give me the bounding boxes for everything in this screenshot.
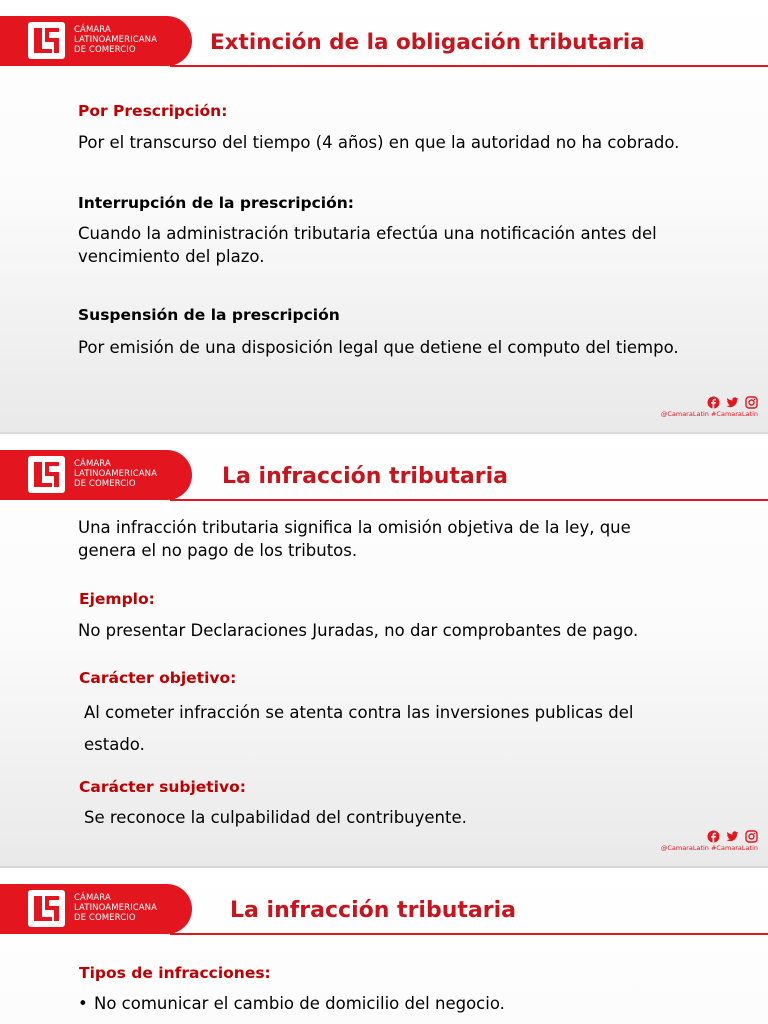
org-name-line3: DE COMERCIO bbox=[74, 45, 136, 55]
org-name bbox=[74, 25, 157, 55]
section-text-suspension: Por emisión de una disposición legal que detiene el computo del tiempo. bbox=[78, 338, 679, 357]
section-heading-interrupcion: Interrupción de la prescripción: bbox=[78, 194, 354, 212]
section-heading-tipos: Tipos de infracciones: bbox=[79, 964, 271, 982]
section-heading-subjetivo: Carácter subjetivo: bbox=[79, 778, 246, 796]
section-heading-objetivo: Carácter objetivo: bbox=[79, 669, 237, 687]
instagram-icon bbox=[745, 394, 758, 407]
org-logo-icon bbox=[28, 22, 65, 59]
social-footer bbox=[648, 828, 758, 858]
list-item: No comunicar el cambio de domicilio del negocio. bbox=[94, 994, 505, 1013]
section-heading-ejemplo: Ejemplo: bbox=[79, 590, 155, 608]
org-name bbox=[74, 459, 157, 489]
header-divider bbox=[170, 65, 768, 67]
org-logo-icon bbox=[28, 890, 65, 927]
facebook-icon bbox=[707, 394, 720, 407]
org-name-line1: CÁMARA bbox=[74, 459, 111, 469]
org-name-line3: DE COMERCIO bbox=[74, 913, 136, 923]
social-handles: @CamaraLatin #CamaraLatin bbox=[660, 410, 758, 418]
slide-header bbox=[0, 434, 768, 504]
org-name bbox=[74, 893, 157, 923]
section-heading-prescripcion: Por Prescripción: bbox=[78, 102, 228, 120]
instagram-icon bbox=[745, 828, 758, 841]
social-handles: @CamaraLatin #CamaraLatin bbox=[660, 844, 758, 852]
intro-text: Una infracción tributaria significa la omisión objetiva de la ley, que genera el no pago de los tributos. bbox=[78, 518, 631, 560]
facebook-icon bbox=[707, 828, 720, 841]
slide-extincion bbox=[0, 0, 768, 432]
slide-header bbox=[0, 868, 768, 938]
twitter-icon bbox=[726, 828, 739, 841]
section-text-prescripcion: Por el transcurso del tiempo (4 años) en que la autoridad no ha cobrado. bbox=[78, 133, 680, 152]
twitter-icon bbox=[726, 394, 739, 407]
org-name-line2: LATINOAMERICANA bbox=[74, 469, 158, 479]
header-divider bbox=[170, 499, 768, 501]
slide-header bbox=[0, 0, 768, 70]
section-heading-suspension: Suspensión de la prescripción bbox=[78, 306, 340, 324]
slide-title: Extinción de la obligación tributaria bbox=[210, 30, 645, 55]
slide-infraccion bbox=[0, 434, 768, 866]
org-name-line1: CÁMARA bbox=[74, 25, 111, 35]
org-name-line2: LATINOAMERICANA bbox=[74, 35, 158, 45]
org-name-line2: LATINOAMERICANA bbox=[74, 903, 158, 913]
org-badge bbox=[0, 884, 192, 934]
org-badge bbox=[0, 16, 192, 66]
header-divider bbox=[170, 933, 768, 935]
slide-tipos-infracciones bbox=[0, 868, 768, 1024]
section-text-ejemplo: No presentar Declaraciones Juradas, no dar comprobantes de pago. bbox=[78, 621, 639, 640]
org-badge bbox=[0, 450, 192, 500]
slide-title: La infracción tributaria bbox=[230, 898, 516, 923]
section-text-subjetivo: Se reconoce la culpabilidad del contribuyente. bbox=[84, 808, 467, 827]
social-footer bbox=[648, 394, 758, 424]
org-name-line1: CÁMARA bbox=[74, 893, 111, 903]
list-item-bullet: • bbox=[78, 994, 88, 1013]
org-logo-icon bbox=[28, 456, 65, 493]
org-name-line3: DE COMERCIO bbox=[74, 479, 136, 489]
slide-title: La infracción tributaria bbox=[222, 464, 508, 489]
section-text-objetivo: Al cometer infracción se atenta contra las inversiones publicas del estado. bbox=[84, 703, 634, 754]
section-text-interrupcion: Cuando la administración tributaria efectúa una notificación antes del vencimiento del plazo. bbox=[78, 224, 657, 266]
